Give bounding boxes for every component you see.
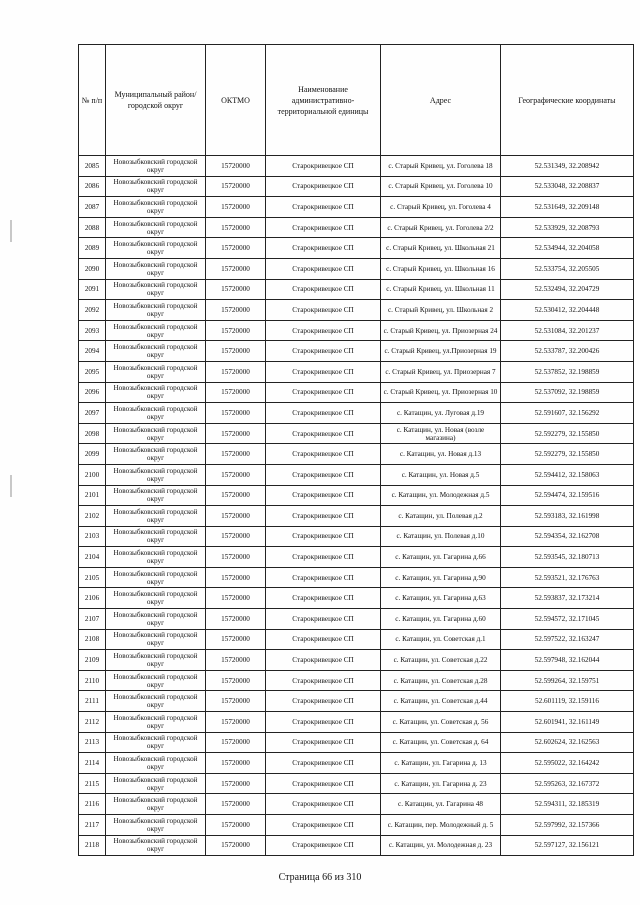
row-number: 2109 [79,650,106,671]
address-cell: с. Старый Кривец, ул. Школьная 16 [381,258,501,279]
address-cell: с. Старый Кривец, ул. Школьная 11 [381,279,501,300]
address-cell: с. Катащин, ул. Гагарина д.63 [381,588,501,609]
district-cell: Новозыбковский городской округ [106,691,206,712]
table-row [79,567,634,588]
header-address: Адрес [381,45,501,156]
table-row [79,629,634,650]
address-cell: с. Катащин, ул. Новая д.13 [381,444,501,465]
address-cell: с. Старый Кривец, ул. Приозерная 7 [381,361,501,382]
territorial-unit-cell: Старокривецкое СП [266,382,381,403]
table-row [79,217,634,238]
address-cell: с. Старый Кривец, ул. Школьная 2 [381,300,501,321]
oktmo-cell: 15720000 [206,629,266,650]
row-number: 2100 [79,464,106,485]
row-number: 2085 [79,156,106,177]
table-row [79,670,634,691]
coordinates-cell: 52.595022, 32.164242 [501,753,634,774]
table-row [79,609,634,630]
coordinates-cell: 52.591607, 32.156292 [501,403,634,424]
territorial-unit-cell: Старокривецкое СП [266,588,381,609]
district-cell: Новозыбковский городской округ [106,403,206,424]
coordinates-cell: 52.601119, 32.159116 [501,691,634,712]
table-row [79,423,634,444]
header-oktmo: ОКТМО [206,45,266,156]
address-cell: с. Катащин, ул. Полевая д.10 [381,526,501,547]
oktmo-cell: 15720000 [206,423,266,444]
oktmo-cell: 15720000 [206,650,266,671]
district-cell: Новозыбковский городской округ [106,815,206,836]
oktmo-cell: 15720000 [206,691,266,712]
district-cell: Новозыбковский городской округ [106,320,206,341]
district-cell: Новозыбковский городской округ [106,609,206,630]
territorial-unit-cell: Старокривецкое СП [266,444,381,465]
oktmo-cell: 15720000 [206,361,266,382]
oktmo-cell: 15720000 [206,609,266,630]
address-cell: с. Катащин, ул. Полевая д.2 [381,506,501,527]
coordinates-cell: 52.594412, 32.158063 [501,464,634,485]
address-cell: с. Старый Кривец, ул. Школьная 21 [381,238,501,259]
table-row [79,753,634,774]
territorial-unit-cell: Старокривецкое СП [266,464,381,485]
registry-table [78,44,634,856]
header-number: № п/п [79,45,106,156]
coordinates-cell: 52.594474, 32.159516 [501,485,634,506]
territorial-unit-cell: Старокривецкое СП [266,753,381,774]
row-number: 2111 [79,691,106,712]
coordinates-cell: 52.592279, 32.155850 [501,444,634,465]
district-cell: Новозыбковский городской округ [106,423,206,444]
row-number: 2116 [79,794,106,815]
address-cell: с. Старый Кривец, ул. Гоголева 4 [381,197,501,218]
row-number: 2114 [79,753,106,774]
coordinates-cell: 52.597127, 32.156121 [501,835,634,856]
address-cell: с. Катащин, ул. Гагарина 48 [381,794,501,815]
row-number: 2101 [79,485,106,506]
address-cell: с. Старый Кривец, ул.Приозерная 19 [381,341,501,362]
address-cell: с. Катащин, ул. Луговая д.19 [381,403,501,424]
row-number: 2096 [79,382,106,403]
table-row [79,464,634,485]
scan-margin-mark [10,220,12,242]
address-cell: с. Катащин, ул. Гагарина д.66 [381,547,501,568]
territorial-unit-cell: Старокривецкое СП [266,361,381,382]
oktmo-cell: 15720000 [206,156,266,177]
table-row [79,341,634,362]
table-row [79,361,634,382]
district-cell: Новозыбковский городской округ [106,712,206,733]
oktmo-cell: 15720000 [206,403,266,424]
coordinates-cell: 52.592279, 32.155850 [501,423,634,444]
territorial-unit-cell: Старокривецкое СП [266,815,381,836]
address-cell: с. Катащин, ул. Советская д.22 [381,650,501,671]
coordinates-cell: 52.533048, 32.208837 [501,176,634,197]
table-row [79,794,634,815]
oktmo-cell: 15720000 [206,300,266,321]
row-number: 2110 [79,670,106,691]
row-number: 2087 [79,197,106,218]
coordinates-cell: 52.593183, 32.161998 [501,506,634,527]
district-cell: Новозыбковский городской округ [106,485,206,506]
district-cell: Новозыбковский городской округ [106,753,206,774]
address-cell: с. Катащин, ул. Новая д.5 [381,464,501,485]
oktmo-cell: 15720000 [206,526,266,547]
territorial-unit-cell: Старокривецкое СП [266,485,381,506]
row-number: 2103 [79,526,106,547]
oktmo-cell: 15720000 [206,567,266,588]
table-row [79,485,634,506]
table-row [79,444,634,465]
territorial-unit-cell: Старокривецкое СП [266,526,381,547]
coordinates-cell: 52.593521, 32.176763 [501,567,634,588]
territorial-unit-cell: Старокривецкое СП [266,629,381,650]
territorial-unit-cell: Старокривецкое СП [266,258,381,279]
address-cell: с. Катащин, ул. Советская д. 64 [381,732,501,753]
coordinates-cell: 52.531084, 32.201237 [501,320,634,341]
address-cell: с. Катащин, ул. Гагарина д.90 [381,567,501,588]
row-number: 2099 [79,444,106,465]
territorial-unit-cell: Старокривецкое СП [266,238,381,259]
coordinates-cell: 52.533929, 32.208793 [501,217,634,238]
row-number: 2091 [79,279,106,300]
territorial-unit-cell: Старокривецкое СП [266,670,381,691]
table-row [79,506,634,527]
coordinates-cell: 52.594311, 32.185319 [501,794,634,815]
territorial-unit-cell: Старокривецкое СП [266,506,381,527]
table-row [79,712,634,733]
row-number: 2108 [79,629,106,650]
row-number: 2102 [79,506,106,527]
district-cell: Новозыбковский городской округ [106,547,206,568]
page-number: Страница 66 из 310 [278,872,362,883]
address-cell: с. Катащин, ул. Гагарина д. 23 [381,773,501,794]
district-cell: Новозыбковский городской округ [106,629,206,650]
coordinates-cell: 52.533754, 32.205505 [501,258,634,279]
oktmo-cell: 15720000 [206,238,266,259]
district-cell: Новозыбковский городской округ [106,279,206,300]
coordinates-cell: 52.597522, 32.163247 [501,629,634,650]
territorial-unit-cell: Старокривецкое СП [266,423,381,444]
coordinates-cell: 52.593545, 32.180713 [501,547,634,568]
row-number: 2089 [79,238,106,259]
territorial-unit-cell: Старокривецкое СП [266,320,381,341]
territorial-unit-cell: Старокривецкое СП [266,609,381,630]
coordinates-cell: 52.534944, 32.204058 [501,238,634,259]
district-cell: Новозыбковский городской округ [106,588,206,609]
table-row [79,176,634,197]
oktmo-cell: 15720000 [206,197,266,218]
oktmo-cell: 15720000 [206,588,266,609]
header-territorial-unit: Наименование административно-территориальной единицы [266,45,381,156]
oktmo-cell: 15720000 [206,670,266,691]
table-row [79,156,634,177]
oktmo-cell: 15720000 [206,258,266,279]
registry-body [79,156,634,856]
district-cell: Новозыбковский городской округ [106,506,206,527]
oktmo-cell: 15720000 [206,753,266,774]
row-number: 2095 [79,361,106,382]
address-cell: с. Катащин, ул. Советская д.1 [381,629,501,650]
district-cell: Новозыбковский городской округ [106,258,206,279]
oktmo-cell: 15720000 [206,773,266,794]
coordinates-cell: 52.533787, 32.200426 [501,341,634,362]
table-row [79,547,634,568]
oktmo-cell: 15720000 [206,506,266,527]
district-cell: Новозыбковский городской округ [106,156,206,177]
territorial-unit-cell: Старокривецкое СП [266,156,381,177]
table-row [79,691,634,712]
row-number: 2107 [79,609,106,630]
oktmo-cell: 15720000 [206,217,266,238]
address-cell: с. Катащин, ул. Советская д. 56 [381,712,501,733]
territorial-unit-cell: Старокривецкое СП [266,300,381,321]
oktmo-cell: 15720000 [206,464,266,485]
coordinates-cell: 52.599264, 32.159751 [501,670,634,691]
district-cell: Новозыбковский городской округ [106,444,206,465]
district-cell: Новозыбковский городской округ [106,567,206,588]
table-row [79,258,634,279]
district-cell: Новозыбковский городской округ [106,773,206,794]
address-cell: с. Катащин, пер. Молодежный д. 5 [381,815,501,836]
district-cell: Новозыбковский городской округ [106,341,206,362]
row-number: 2086 [79,176,106,197]
coordinates-cell: 52.594354, 32.162708 [501,526,634,547]
table-row [79,650,634,671]
address-cell: с. Старый Кривец, ул. Гоголева 18 [381,156,501,177]
oktmo-cell: 15720000 [206,547,266,568]
address-cell: с. Катащин, ул. Молодежная д. 23 [381,835,501,856]
coordinates-cell: 52.537852, 32.198859 [501,361,634,382]
oktmo-cell: 15720000 [206,732,266,753]
coordinates-cell: 52.532494, 32.204729 [501,279,634,300]
coordinates-cell: 52.531349, 32.208942 [501,156,634,177]
row-number: 2098 [79,423,106,444]
territorial-unit-cell: Старокривецкое СП [266,567,381,588]
district-cell: Новозыбковский городской округ [106,197,206,218]
district-cell: Новозыбковский городской округ [106,238,206,259]
table-row [79,320,634,341]
table-row [79,197,634,218]
territorial-unit-cell: Старокривецкое СП [266,197,381,218]
district-cell: Новозыбковский городской округ [106,670,206,691]
coordinates-cell: 52.531649, 32.209148 [501,197,634,218]
row-number: 2090 [79,258,106,279]
territorial-unit-cell: Старокривецкое СП [266,341,381,362]
row-number: 2115 [79,773,106,794]
district-cell: Новозыбковский городской округ [106,732,206,753]
table-row [79,732,634,753]
territorial-unit-cell: Старокривецкое СП [266,794,381,815]
coordinates-cell: 52.530412, 32.204448 [501,300,634,321]
coordinates-cell: 52.595263, 32.167372 [501,773,634,794]
address-cell: с. Катащин, ул. Новая (возле магазина) [381,423,501,444]
oktmo-cell: 15720000 [206,279,266,300]
oktmo-cell: 15720000 [206,176,266,197]
district-cell: Новозыбковский городской округ [106,217,206,238]
oktmo-cell: 15720000 [206,444,266,465]
table-row [79,835,634,856]
coordinates-cell: 52.597948, 32.162044 [501,650,634,671]
address-cell: с. Катащин, ул. Советская д.44 [381,691,501,712]
table-row [79,382,634,403]
address-cell: с. Старый Кривец, ул. Приозерная 10 [381,382,501,403]
territorial-unit-cell: Старокривецкое СП [266,403,381,424]
district-cell: Новозыбковский городской округ [106,382,206,403]
district-cell: Новозыбковский городской округ [106,835,206,856]
district-cell: Новозыбковский городской округ [106,361,206,382]
territorial-unit-cell: Старокривецкое СП [266,650,381,671]
row-number: 2105 [79,567,106,588]
territorial-unit-cell: Старокривецкое СП [266,732,381,753]
oktmo-cell: 15720000 [206,835,266,856]
coordinates-cell: 52.602624, 32.162563 [501,732,634,753]
district-cell: Новозыбковский городской округ [106,794,206,815]
territorial-unit-cell: Старокривецкое СП [266,547,381,568]
oktmo-cell: 15720000 [206,712,266,733]
district-cell: Новозыбковский городской округ [106,176,206,197]
coordinates-cell: 52.537092, 32.198859 [501,382,634,403]
district-cell: Новозыбковский городской округ [106,650,206,671]
coordinates-cell: 52.597992, 32.157366 [501,815,634,836]
oktmo-cell: 15720000 [206,382,266,403]
oktmo-cell: 15720000 [206,341,266,362]
district-cell: Новозыбковский городской округ [106,526,206,547]
table-header-row [79,45,634,156]
territorial-unit-cell: Старокривецкое СП [266,691,381,712]
address-cell: с. Старый Кривец, ул. Гоголева 10 [381,176,501,197]
oktmo-cell: 15720000 [206,815,266,836]
header-district: Муниципальный район/городской округ [106,45,206,156]
table-row [79,403,634,424]
row-number: 2104 [79,547,106,568]
address-cell: с. Старый Кривец, ул. Гоголева 2/2 [381,217,501,238]
address-cell: с. Катащин, ул. Гагарина д. 13 [381,753,501,774]
table-row [79,300,634,321]
row-number: 2093 [79,320,106,341]
district-cell: Новозыбковский городской округ [106,464,206,485]
coordinates-cell: 52.601941, 32.161149 [501,712,634,733]
row-number: 2094 [79,341,106,362]
table-row [79,588,634,609]
territorial-unit-cell: Старокривецкое СП [266,835,381,856]
row-number: 2097 [79,403,106,424]
table-row [79,526,634,547]
oktmo-cell: 15720000 [206,320,266,341]
table-row [79,238,634,259]
row-number: 2092 [79,300,106,321]
row-number: 2118 [79,835,106,856]
address-cell: с. Катащин, ул. Советская д.28 [381,670,501,691]
oktmo-cell: 15720000 [206,794,266,815]
table-row [79,279,634,300]
address-cell: с. Катащин, ул. Молодежная д.5 [381,485,501,506]
territorial-unit-cell: Старокривецкое СП [266,773,381,794]
table-row [79,815,634,836]
row-number: 2106 [79,588,106,609]
row-number: 2088 [79,217,106,238]
header-coordinates: Географические координаты [501,45,634,156]
territorial-unit-cell: Старокривецкое СП [266,279,381,300]
territorial-unit-cell: Старокривецкое СП [266,712,381,733]
table-row [79,773,634,794]
coordinates-cell: 52.593837, 32.173214 [501,588,634,609]
row-number: 2112 [79,712,106,733]
territorial-unit-cell: Старокривецкое СП [266,176,381,197]
district-cell: Новозыбковский городской округ [106,300,206,321]
address-cell: с. Старый Кривец, ул. Приозерная 24 [381,320,501,341]
row-number: 2117 [79,815,106,836]
row-number: 2113 [79,732,106,753]
territorial-unit-cell: Старокривецкое СП [266,217,381,238]
scan-margin-mark [10,475,12,497]
coordinates-cell: 52.594572, 32.171045 [501,609,634,630]
address-cell: с. Катащин, ул. Гагарина д.60 [381,609,501,630]
oktmo-cell: 15720000 [206,485,266,506]
